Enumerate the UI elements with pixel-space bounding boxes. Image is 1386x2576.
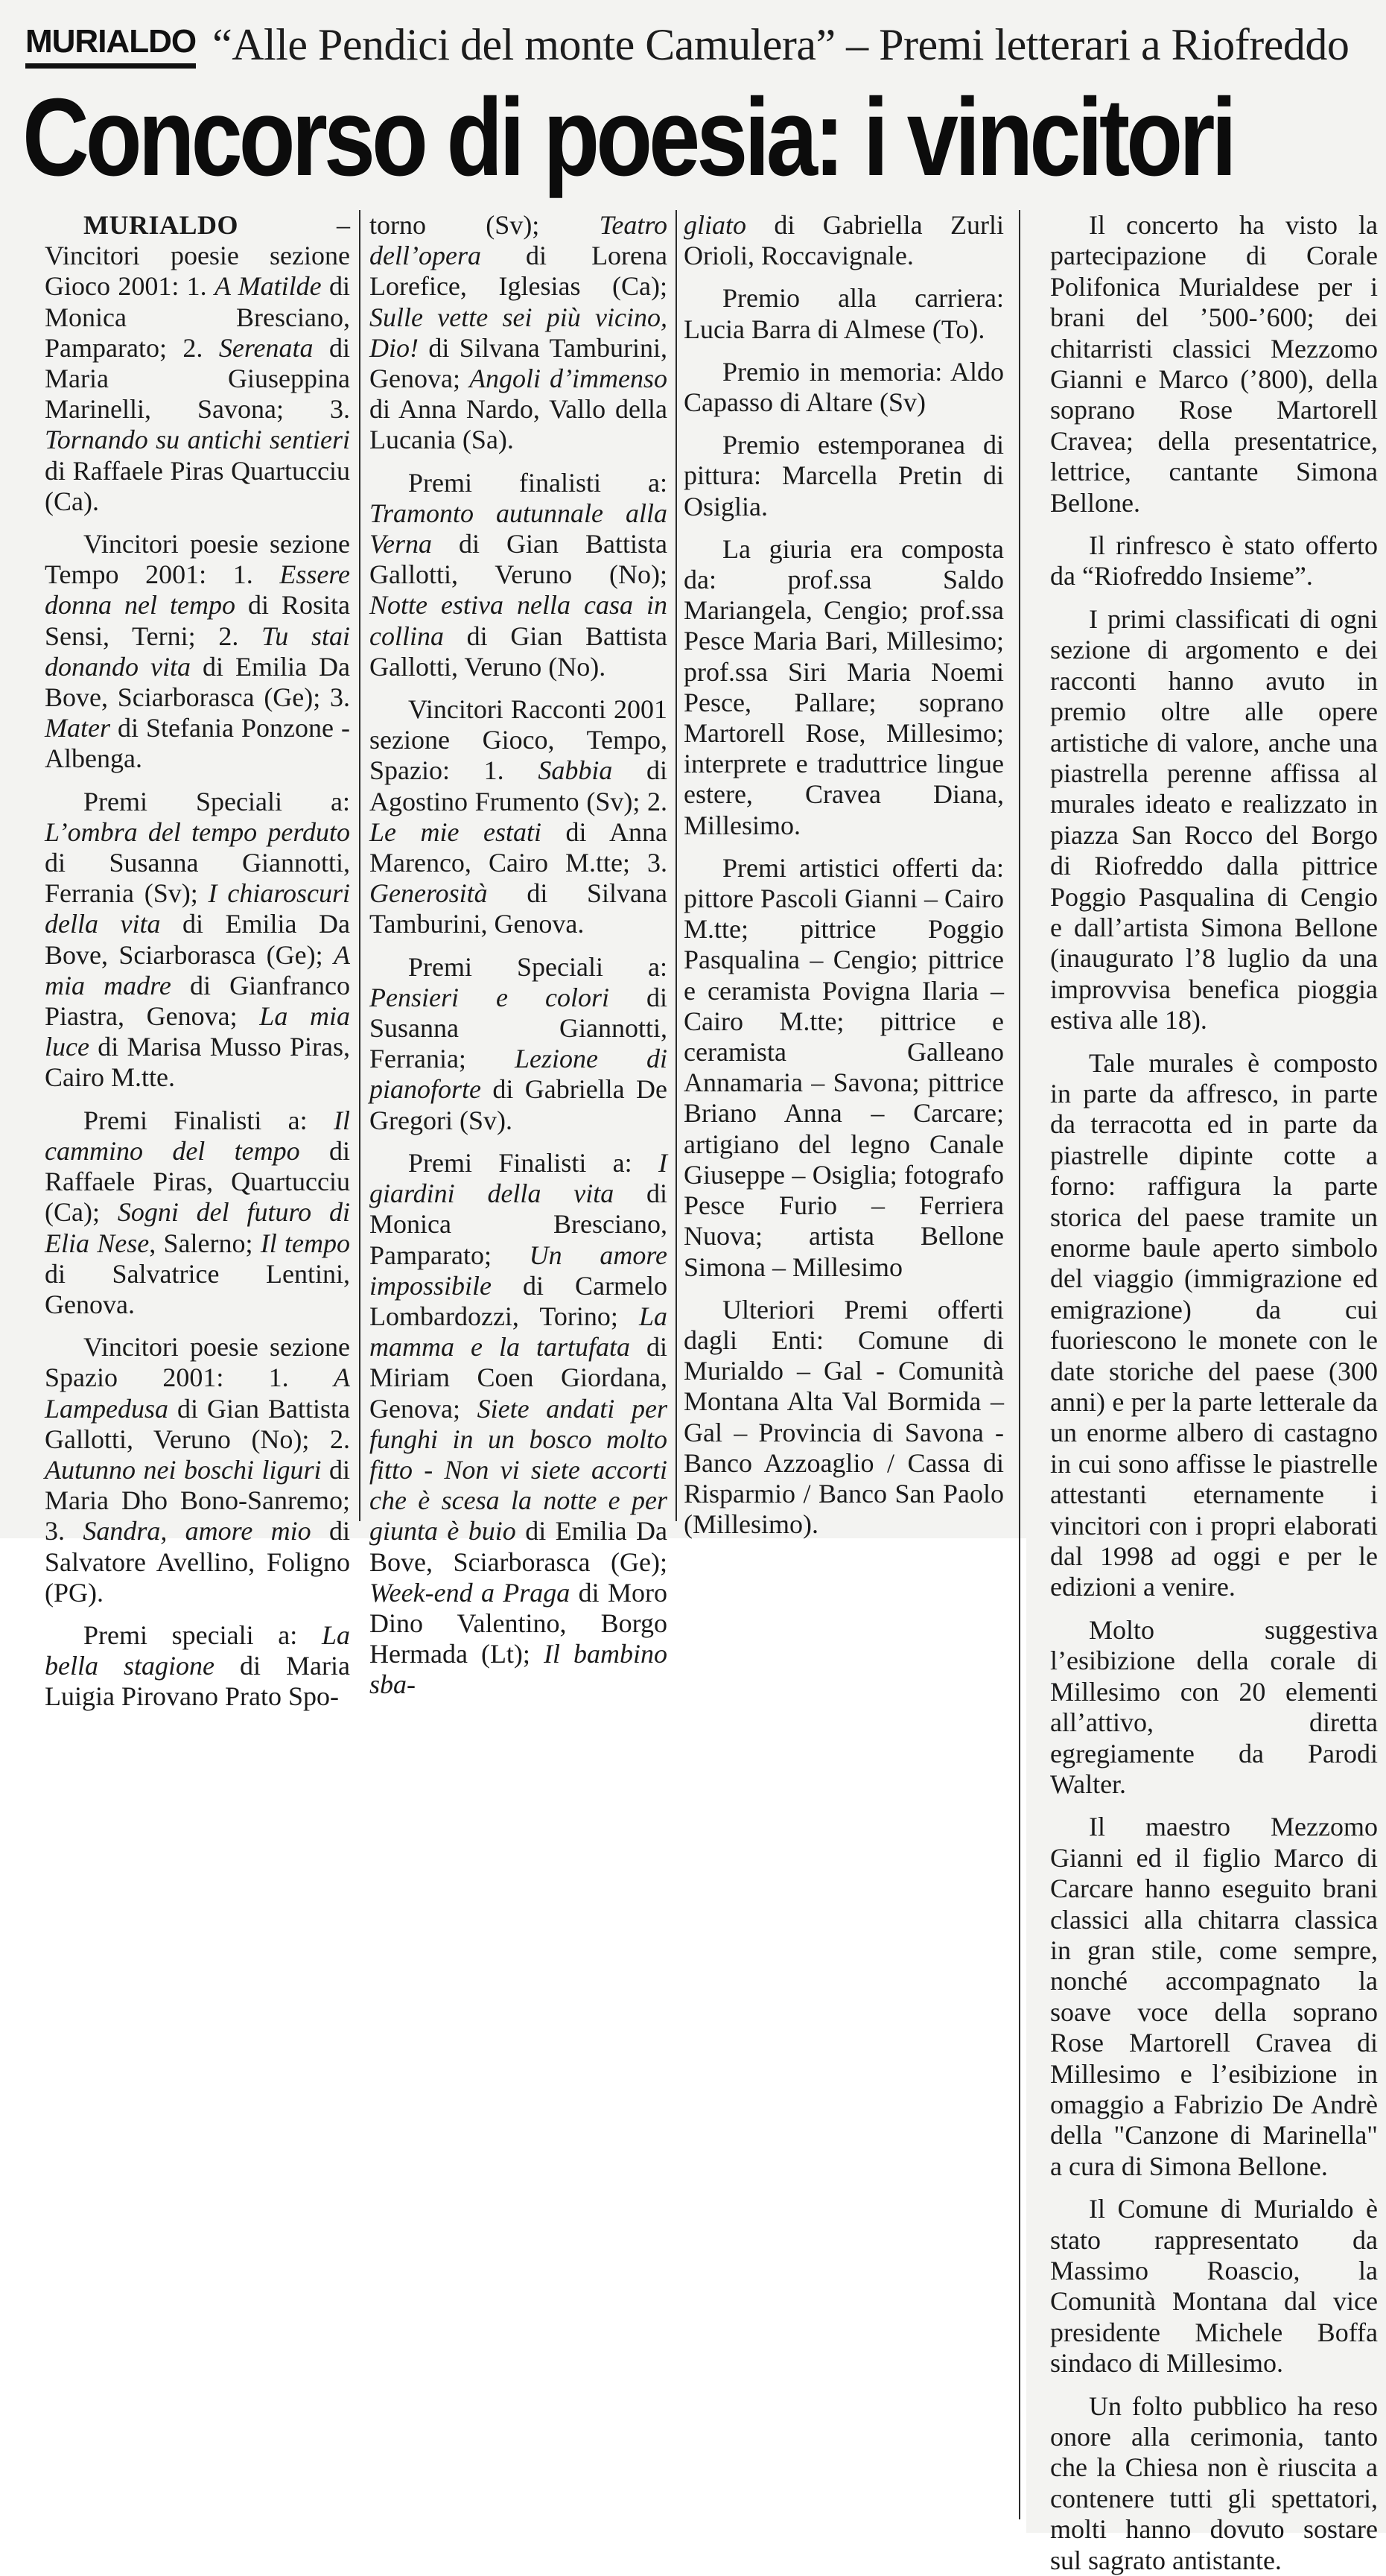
text-run: Vincitori poesie sezione Spazio 2001: 1.	[45, 1332, 350, 1393]
text-run: di Susanna Giannotti, Ferrania (Sv);	[45, 848, 350, 909]
text-run: di Monica Bresciano, Pamparato;	[369, 1178, 667, 1270]
paragraph: I primi classificati di ogni sezione di argomento e dei racconti hanno avuto in premio oltre alle opere artistiche di valore, anche una piastrella perenne affissa al murales ideato e realizzato in piazza San Rocco del Borgo di Riofreddo dalla pittrice Poggio Pasqualina di Cengio e dall’artista Simona Bellone (inaugurato l’8 luglio da una improvvisa benefica pioggia estiva alle 18).	[1050, 603, 1378, 1035]
work-title: La bella stagione	[45, 1619, 350, 1681]
work-title: gliato	[684, 210, 747, 240]
work-title: La mamma e la tartufata	[369, 1301, 667, 1362]
work-title: Tu stai donando vita	[45, 621, 350, 682]
text-run: di Emilia Da Bove, Sciarborasca (Ge);	[45, 909, 350, 970]
text-run: di Anna Marenco, Cairo M.tte; 3.	[369, 816, 667, 878]
text-run: di Emilia Da Bove, Sciarborasca (Ge); 3.	[45, 651, 350, 713]
paragraph: Premio in memoria: Aldo Capasso di Altare (Sv)	[684, 356, 1004, 418]
work-title: L’ombra del tempo perduto	[45, 816, 350, 847]
paragraph	[45, 210, 350, 517]
article-kicker	[25, 13, 1366, 76]
work-title: I giardini della vita	[369, 1147, 667, 1209]
text-run: di Lorena Lorefice, Iglesias (Ca);	[369, 241, 667, 302]
work-title: A mia madre	[45, 939, 350, 1000]
text-run: di Agostino Frumento (Sv); 2.	[369, 755, 667, 816]
paragraph	[369, 210, 667, 456]
work-title: I chiaroscuri della vita	[45, 878, 350, 939]
text-run: di Moro Dino Valentino, Borgo Hermada (Lt);	[369, 1577, 667, 1669]
work-title: Il tempo	[260, 1228, 350, 1258]
text-run: , Salerno;	[149, 1228, 261, 1258]
text-run: di Maria Luigia Pirovano Prato Spo-	[45, 1651, 350, 1712]
paragraph	[45, 1620, 350, 1713]
paragraph: Ulteriori Premi offerti dagli Enti: Comune di Murialdo – Gal - Comunità Montana Alta Val Bormida – Gal – Provincia di Savona - Banco Azzoaglio / Cassa di Risparmio / Banco San Paolo (Millesimo).	[684, 1294, 1004, 1540]
text-run: – Vincitori poesie sezione Gioco 2001: 1.	[45, 210, 350, 302]
text-run: di Gian Battista Gallotti, Veruno (No).	[369, 621, 667, 682]
text-run: di Gian Battista Gallotti, Veruno (No); 2.	[45, 1393, 350, 1454]
paragraph	[45, 1105, 350, 1320]
work-title: Serenata	[218, 332, 314, 363]
text-run: Premi Speciali a:	[408, 951, 667, 982]
text-run: Vincitori poesie sezione Tempo 2001: 1.	[45, 529, 350, 590]
work-title: Essere donna nel tempo	[45, 559, 350, 621]
paragraph: Premio estemporanea di pittura: Marcella Pretin di Osiglia.	[684, 430, 1004, 521]
paragraph: Il Comune di Murialdo è stato rappresentato da Massimo Roascio, la Comunità Montana dal vice presidente Michele Boffa sindaco di Millesimo.	[1050, 2194, 1378, 2379]
text-run: Premi finalisti a:	[408, 467, 667, 498]
text-run: Premi Finalisti a:	[83, 1105, 334, 1135]
work-title: Siete andati per funghi in un bosco molto fitto - Non vi siete accorti che è scesa la notte e per giunta è buio	[369, 1393, 667, 1546]
text-run: di Monica Bresciano, Pamparato; 2.	[45, 271, 350, 363]
column-rule	[1019, 210, 1020, 2519]
text-run: di Silvana Tamburini, Genova;	[369, 332, 667, 394]
work-title: Tramonto autunnale alla Verna	[369, 498, 667, 559]
text-run: di Carmelo Lombardozzi, Torino;	[369, 1270, 667, 1331]
text-run: di Maria Dho Bono-Sanremo; 3.	[45, 1454, 350, 1546]
paragraph: Il concerto ha visto la partecipazione di Corale Polifonica Murialdese per i brani del ’500-’600; dei chitarristi classici Mezzomo Gianni e Marco (’800), della soprano Rose Martorell Cravea; della presentatrice, lettrice, cantante Simona Bellone.	[1050, 210, 1378, 518]
paragraph: Un folto pubblico ha reso onore alla cerimonia, tanto che la Chiesa non è riuscita a contenere tutti gli spettatori, molti hanno dovuto sostare sul sagrato antistante.	[1050, 2391, 1378, 2575]
work-title: Notte estiva nella casa in collina	[369, 590, 667, 651]
text-run: di Raffaele Piras, Quartucciu (Ca);	[45, 1135, 350, 1228]
text-run: Premi Finalisti a:	[408, 1147, 658, 1178]
paragraph: Molto suggestiva l’esibizione della corale di Millesimo con 20 elementi all’attivo, diretta egregiamente da Parodi Walter.	[1050, 1614, 1378, 1799]
work-title: Le mie estati	[369, 816, 541, 847]
text-run: di Anna Nardo, Vallo della Lucania (Sa).	[369, 394, 667, 455]
text-run: di Marisa Musso Piras, Cairo M.tte.	[45, 1032, 350, 1093]
text-run: di Maria Giuseppina Marinelli, Savona; 3.	[45, 332, 350, 425]
work-title: Pensieri e colori	[369, 982, 609, 1012]
work-title: Teatro dell’opera	[369, 210, 667, 271]
text-run: di Salvatore Avellino, Foligno (PG).	[45, 1516, 350, 1608]
paragraph	[45, 787, 350, 1094]
work-title: Sabbia	[538, 755, 613, 786]
work-title: Sogni del futuro di Elia Nese	[45, 1197, 350, 1258]
work-title: Un amore impossibile	[369, 1240, 667, 1301]
text-run: di Silvana Tamburini, Genova.	[369, 878, 667, 939]
work-title: Tornando su antichi sentieri	[45, 425, 350, 455]
paragraph	[369, 952, 667, 1136]
paragraph: Premi artistici offerti da: pittore Pascoli Gianni – Cairo M.tte; pittrice Poggio Pasqualina – Cengio; pittrice e ceramista Povigna Ilaria – Cairo M.tte; pittrice e ceramista Galleano Annamaria – Savona; pittrice Briano Anna – Carcare; artigiano del legno Canale Giuseppe – Osiglia; fotografo Pesce Furio – Ferriera Nuova; artista Bellone Simona – Millesimo	[684, 852, 1004, 1282]
work-title: Angoli d’immenso	[469, 364, 667, 394]
text-run: di Susanna Giannotti, Ferrania;	[369, 982, 667, 1074]
work-title: Sulle vette sei più vicino, Dio!	[369, 302, 667, 363]
paragraph: Premio alla carriera: Lucia Barra di Almese (To).	[684, 283, 1004, 344]
paragraph: Il rinfresco è stato offerto da “Riofreddo Insieme”.	[1050, 530, 1378, 591]
section-tag: MURIALDO	[25, 22, 196, 69]
work-title: Il bambino sba-	[369, 1639, 667, 1700]
work-title: Generosità	[369, 878, 488, 909]
column-rule	[675, 210, 677, 1521]
paragraph: Il maestro Mezzomo Gianni ed il figlio Marco di Carcare hanno eseguito brani classici alla chitarra classica in gran stile, come sempre, nonché accompagnato la soave voce della soprano Rose Martorell Cravea di Millesimo e l’esibizione in omaggio a Fabrizio De Andrè della "Canzone di Marinella" a cura di Simona Bellone.	[1050, 1812, 1378, 2181]
text-run: Vincitori Racconti 2001 sezione Gioco, Tempo, Spazio: 1.	[369, 694, 667, 786]
article-column-1	[45, 210, 350, 1713]
text-run: di Stefania Ponzone - Albenga.	[45, 713, 350, 774]
text-run: di Gabriella De Gregori (Sv).	[369, 1074, 667, 1135]
text-run: di Raffaele Piras Quartucciu (Ca).	[45, 455, 350, 516]
paragraph	[369, 1148, 667, 1701]
work-title: A Matilde	[214, 271, 322, 302]
paragraph	[684, 210, 1004, 271]
paragraph	[369, 694, 667, 940]
text-run: Premi speciali a:	[83, 1619, 322, 1650]
column-rule	[359, 210, 360, 1521]
article-headline: Concorso di poesia: i vincitori	[22, 76, 1233, 199]
paragraph: Tale murales è composto in parte da affresco, in parte da terracotta ed in parte da piastrelle dipinte cotte a forno: raffigura la parte storica del paese tramite un enorme baule aperto simbolo del viaggio (immigrazione ed emigrazione) da cui fuoriescono le monete con le date storiche del paese (300 anni) e per la parte letterale da un enorme albero di castagno in cui sono affisse le piastrelle attestanti eternamente i vincitori con i propri elaborati dal 1998 ad oggi e per le edizioni a venire.	[1050, 1047, 1378, 1602]
work-title: A Lampedusa	[45, 1362, 350, 1424]
text-run: di Rosita Sensi, Terni; 2.	[45, 590, 350, 651]
text-run: di Salvatrice Lentini, Genova.	[45, 1258, 350, 1319]
text-run: di Emilia Da Bove, Sciarborasca (Ge);	[369, 1516, 667, 1577]
text-run: di Gianfranco Piastra, Genova;	[45, 970, 350, 1032]
kicker-text: “Alle Pendici del monte Camulera” – Premi letterari a Riofreddo	[212, 19, 1350, 69]
article-column-3	[684, 210, 1004, 1540]
work-title: Sandra, amore mio	[83, 1516, 311, 1546]
paragraph	[45, 1332, 350, 1608]
work-title: Lezione di pianoforte	[369, 1044, 667, 1105]
paragraph	[45, 529, 350, 775]
text-run: di Gian Battista Gallotti, Veruno (No);	[369, 529, 667, 590]
work-title: Mater	[45, 713, 110, 743]
text-run: di Gabriella Zurli Orioli, Roccavignale.	[684, 210, 1004, 271]
article-column-2	[369, 210, 667, 1701]
text-run: torno (Sv);	[369, 210, 600, 240]
work-title: Il cammino del tempo	[45, 1105, 350, 1166]
work-title: Week-end a Praga	[369, 1577, 570, 1608]
paragraph	[369, 468, 667, 682]
article-column-4	[1050, 210, 1378, 2576]
text-run: di Miriam Coen Giordana, Genova;	[369, 1332, 667, 1424]
text-run: Premi Speciali a:	[83, 786, 350, 816]
paragraph: La giuria era composta da: prof.ssa Saldo Mariangela, Cengio; prof.ssa Pesce Maria Bari, Millesimo; prof.ssa Siri Maria Noemi Pesce, Pallare; soprano Martorell Rose, Millesimo; interprete e traduttrice lingue estere, Cravea Diana, Millesimo.	[684, 533, 1004, 840]
dateline: MURIALDO	[83, 210, 238, 240]
work-title: Autunno nei boschi liguri	[45, 1454, 322, 1485]
work-title: La mia luce	[45, 1001, 350, 1062]
